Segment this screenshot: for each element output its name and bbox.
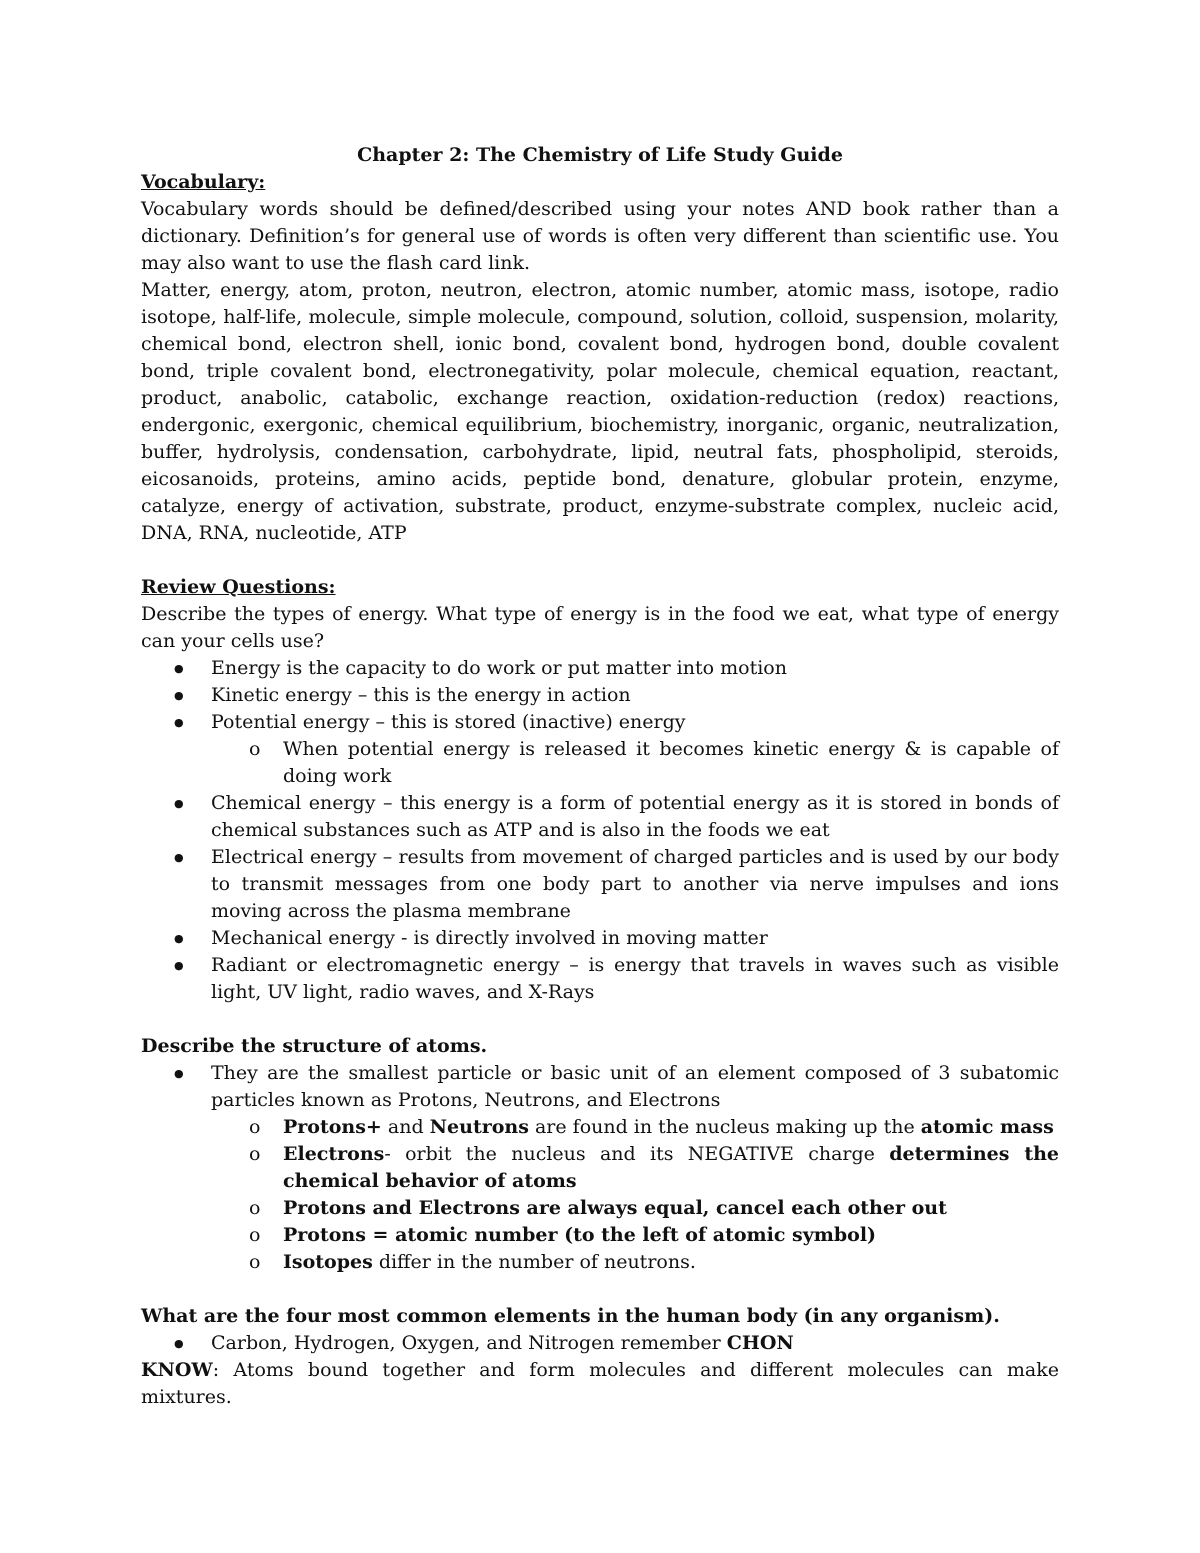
list-item: ● Kinetic energy – this is the energy in action xyxy=(141,682,1059,709)
list-item: ● Carbon, Hydrogen, Oxygen, and Nitrogen remember CHON xyxy=(141,1330,1059,1357)
atoms-heading: Describe the structure of atoms. xyxy=(141,1035,488,1057)
sub-list-item: o Protons = atomic number (to the left of atomic symbol) xyxy=(141,1222,1059,1249)
review-question: Describe the types of energy. What type of energy is in the food we eat, what type of energy can your cells use? xyxy=(141,603,1059,652)
list-item: ● Radiant or electromagnetic energy – is energy that travels in waves such as visible light, UV light, radio waves, and X-Rays xyxy=(141,952,1059,1006)
review-heading: Review Questions: xyxy=(141,576,336,598)
vocabulary-intro: Vocabulary words should be defined/described using your notes AND book rather than a dictionary. Definition’s for general use of words is often very different than scientific use. You may also want to use the flash card link. xyxy=(141,198,1059,274)
know-statement: KNOW: Atoms bound together and form molecules and different molecules can make mixtures. xyxy=(141,1359,1059,1408)
vocabulary-heading: Vocabulary: xyxy=(141,171,266,193)
list-item: ● Potential energy – this is stored (inactive) energy xyxy=(141,709,1059,736)
sub-list-item: o Isotopes differ in the number of neutrons. xyxy=(141,1249,1059,1276)
list-item: ● They are the smallest particle or basic unit of an element composed of 3 subatomic particles known as Protons, Neutrons, and Electrons xyxy=(141,1060,1059,1114)
atoms-list xyxy=(141,1060,1059,1276)
list-item: ● Mechanical energy - is directly involved in moving matter xyxy=(141,925,1059,952)
list-item: ● Electrical energy – results from movement of charged particles and is used by our body to transmit messages from one body part to another via nerve impulses and ions moving across the plasma membrane xyxy=(141,844,1059,925)
sub-list-item: o Protons+ and Neutrons are found in the nucleus making up the atomic mass xyxy=(141,1114,1059,1141)
document-page xyxy=(141,142,1059,1411)
vocabulary-terms: Matter, energy, atom, proton, neutron, electron, atomic number, atomic mass, isotope, radio isotope, half-life, molecule, simple molecule, compound, solution, colloid, suspension, molarity, chemical bond, electron shell, ionic bond, covalent bond, hydrogen bond, double covalent bond, triple covalent bond, electronegativity, polar molecule, chemical equation, reactant, product, anabolic, catabolic, exchange reaction, oxidation-reduction (redox) reactions, endergonic, exergonic, chemical equilibrium, biochemistry, inorganic, organic, neutralization, buffer, hydrolysis, condensation, carbohydrate, lipid, neutral fats, phospholipid, steroids, eicosanoids, proteins, amino acids, peptide bond, denature, globular protein, enzyme, catalyze, energy of activation, substrate, product, enzyme-substrate complex, nucleic acid, DNA, RNA, nucleotide, ATP xyxy=(141,279,1059,544)
elements-list xyxy=(141,1330,1059,1357)
list-item: ● Chemical energy – this energy is a form of potential energy as it is stored in bonds of chemical substances such as ATP and is also in the foods we eat xyxy=(141,790,1059,844)
energy-list xyxy=(141,655,1059,1006)
sub-list-item: o Electrons- orbit the nucleus and its NEGATIVE charge determines the chemical behavior of atoms xyxy=(141,1141,1059,1195)
sub-list-item: o When potential energy is released it becomes kinetic energy & is capable of doing work xyxy=(141,736,1059,790)
list-item: ● Energy is the capacity to do work or put matter into motion xyxy=(141,655,1059,682)
sub-list-item: o Protons and Electrons are always equal, cancel each other out xyxy=(141,1195,1059,1222)
page-title: Chapter 2: The Chemistry of Life Study Guide xyxy=(357,144,843,166)
elements-heading: What are the four most common elements in the human body (in any organism). xyxy=(141,1305,1000,1327)
